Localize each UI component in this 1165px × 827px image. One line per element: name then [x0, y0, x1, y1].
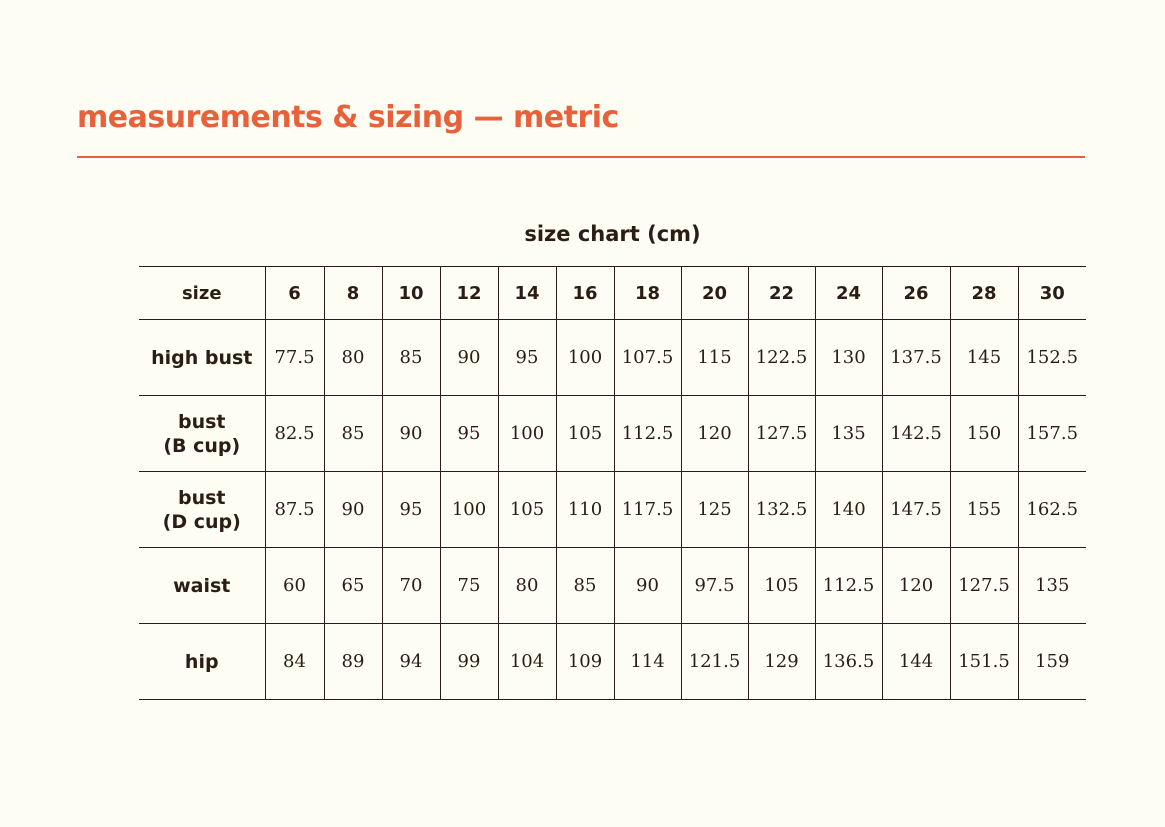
- size-header-row: [139, 267, 1086, 320]
- row-label-bust-d-cup: [139, 472, 265, 548]
- measurement-cell: 75: [440, 548, 498, 624]
- measurement-cell: 120: [882, 548, 950, 624]
- table-row-high-bust: [139, 320, 1086, 396]
- size-header-cell: 6: [265, 267, 324, 320]
- row-label-text: hip: [184, 650, 219, 673]
- measurement-cell: 77.5: [265, 320, 324, 396]
- measurement-cell: 90: [614, 548, 681, 624]
- row-label-subtext: (B cup): [163, 434, 241, 457]
- measurement-cell: 100: [498, 396, 556, 472]
- size-header-cell: 24: [815, 267, 882, 320]
- measurement-cell: 105: [498, 472, 556, 548]
- measurement-cell: 100: [556, 320, 614, 396]
- measurement-cell: 87.5: [265, 472, 324, 548]
- size-header-cell: 14: [498, 267, 556, 320]
- table-row-bust-b-cup: [139, 396, 1086, 472]
- measurement-cell: 147.5: [882, 472, 950, 548]
- measurement-cell: 150: [950, 396, 1018, 472]
- measurement-cell: 65: [324, 548, 382, 624]
- measurement-cell: 151.5: [950, 624, 1018, 700]
- measurement-cell: 112.5: [614, 396, 681, 472]
- measurement-cell: 105: [556, 396, 614, 472]
- page-title: measurements & sizing — metric: [77, 100, 619, 135]
- measurement-cell: 132.5: [748, 472, 815, 548]
- measurement-cell: 135: [1018, 548, 1086, 624]
- measurement-cell: 85: [556, 548, 614, 624]
- measurement-cell: 90: [324, 472, 382, 548]
- measurement-cell: 110: [556, 472, 614, 548]
- size-header-cell: 18: [614, 267, 681, 320]
- measurement-cell: 120: [681, 396, 748, 472]
- measurement-cell: 137.5: [882, 320, 950, 396]
- measurement-cell: 89: [324, 624, 382, 700]
- measurement-cell: 80: [324, 320, 382, 396]
- row-label-subtext: (D cup): [162, 510, 241, 533]
- size-header-cell: 28: [950, 267, 1018, 320]
- measurement-cell: 85: [382, 320, 440, 396]
- size-header-cell: 26: [882, 267, 950, 320]
- measurement-cell: 100: [440, 472, 498, 548]
- row-label-waist: [139, 548, 265, 624]
- row-label-text: high bust: [151, 346, 253, 369]
- measurement-cell: 90: [382, 396, 440, 472]
- measurement-cell: 112.5: [815, 548, 882, 624]
- measurement-cell: 159: [1018, 624, 1086, 700]
- measurement-cell: 157.5: [1018, 396, 1086, 472]
- measurement-cell: 95: [498, 320, 556, 396]
- size-header-cell: 8: [324, 267, 382, 320]
- measurement-cell: 99: [440, 624, 498, 700]
- measurement-cell: 162.5: [1018, 472, 1086, 548]
- measurement-cell: 127.5: [950, 548, 1018, 624]
- measurement-cell: 95: [382, 472, 440, 548]
- measurement-cell: 125: [681, 472, 748, 548]
- measurement-cell: 155: [950, 472, 1018, 548]
- size-header-cell: 30: [1018, 267, 1086, 320]
- size-header-cell: 12: [440, 267, 498, 320]
- size-chart-table: [139, 266, 1086, 700]
- measurement-cell: 105: [748, 548, 815, 624]
- measurement-cell: 95: [440, 396, 498, 472]
- row-label-text: bust: [177, 486, 226, 509]
- measurement-cell: 144: [882, 624, 950, 700]
- measurement-cell: 115: [681, 320, 748, 396]
- measurement-cell: 121.5: [681, 624, 748, 700]
- measurement-cell: 97.5: [681, 548, 748, 624]
- measurement-cell: 129: [748, 624, 815, 700]
- measurement-cell: 135: [815, 396, 882, 472]
- title-divider: [77, 156, 1085, 158]
- measurement-cell: 117.5: [614, 472, 681, 548]
- measurement-cell: 90: [440, 320, 498, 396]
- row-label-bust-b-cup: [139, 396, 265, 472]
- measurement-cell: 114: [614, 624, 681, 700]
- measurement-cell: 80: [498, 548, 556, 624]
- row-label-high-bust: [139, 320, 265, 396]
- row-label-text: waist: [173, 574, 231, 597]
- measurement-cell: 127.5: [748, 396, 815, 472]
- measurement-cell: 122.5: [748, 320, 815, 396]
- size-header-label: size: [139, 267, 265, 320]
- measurement-cell: 60: [265, 548, 324, 624]
- measurement-cell: 140: [815, 472, 882, 548]
- size-header-cell: 10: [382, 267, 440, 320]
- measurement-cell: 84: [265, 624, 324, 700]
- measurement-cell: 107.5: [614, 320, 681, 396]
- measurement-cell: 145: [950, 320, 1018, 396]
- table-row-waist: [139, 548, 1086, 624]
- measurement-cell: 94: [382, 624, 440, 700]
- measurement-cell: 109: [556, 624, 614, 700]
- measurement-cell: 70: [382, 548, 440, 624]
- table-row-hip: [139, 624, 1086, 700]
- measurement-cell: 85: [324, 396, 382, 472]
- size-header-cell: 22: [748, 267, 815, 320]
- table-row-bust-d-cup: [139, 472, 1086, 548]
- row-label-hip: [139, 624, 265, 700]
- table-caption: size chart (cm): [524, 222, 701, 246]
- row-label-text: bust: [177, 410, 226, 433]
- size-header-cell: 20: [681, 267, 748, 320]
- measurement-cell: 142.5: [882, 396, 950, 472]
- size-header-cell: 16: [556, 267, 614, 320]
- measurement-cell: 136.5: [815, 624, 882, 700]
- measurement-cell: 152.5: [1018, 320, 1086, 396]
- measurement-cell: 82.5: [265, 396, 324, 472]
- measurement-cell: 130: [815, 320, 882, 396]
- measurement-cell: 104: [498, 624, 556, 700]
